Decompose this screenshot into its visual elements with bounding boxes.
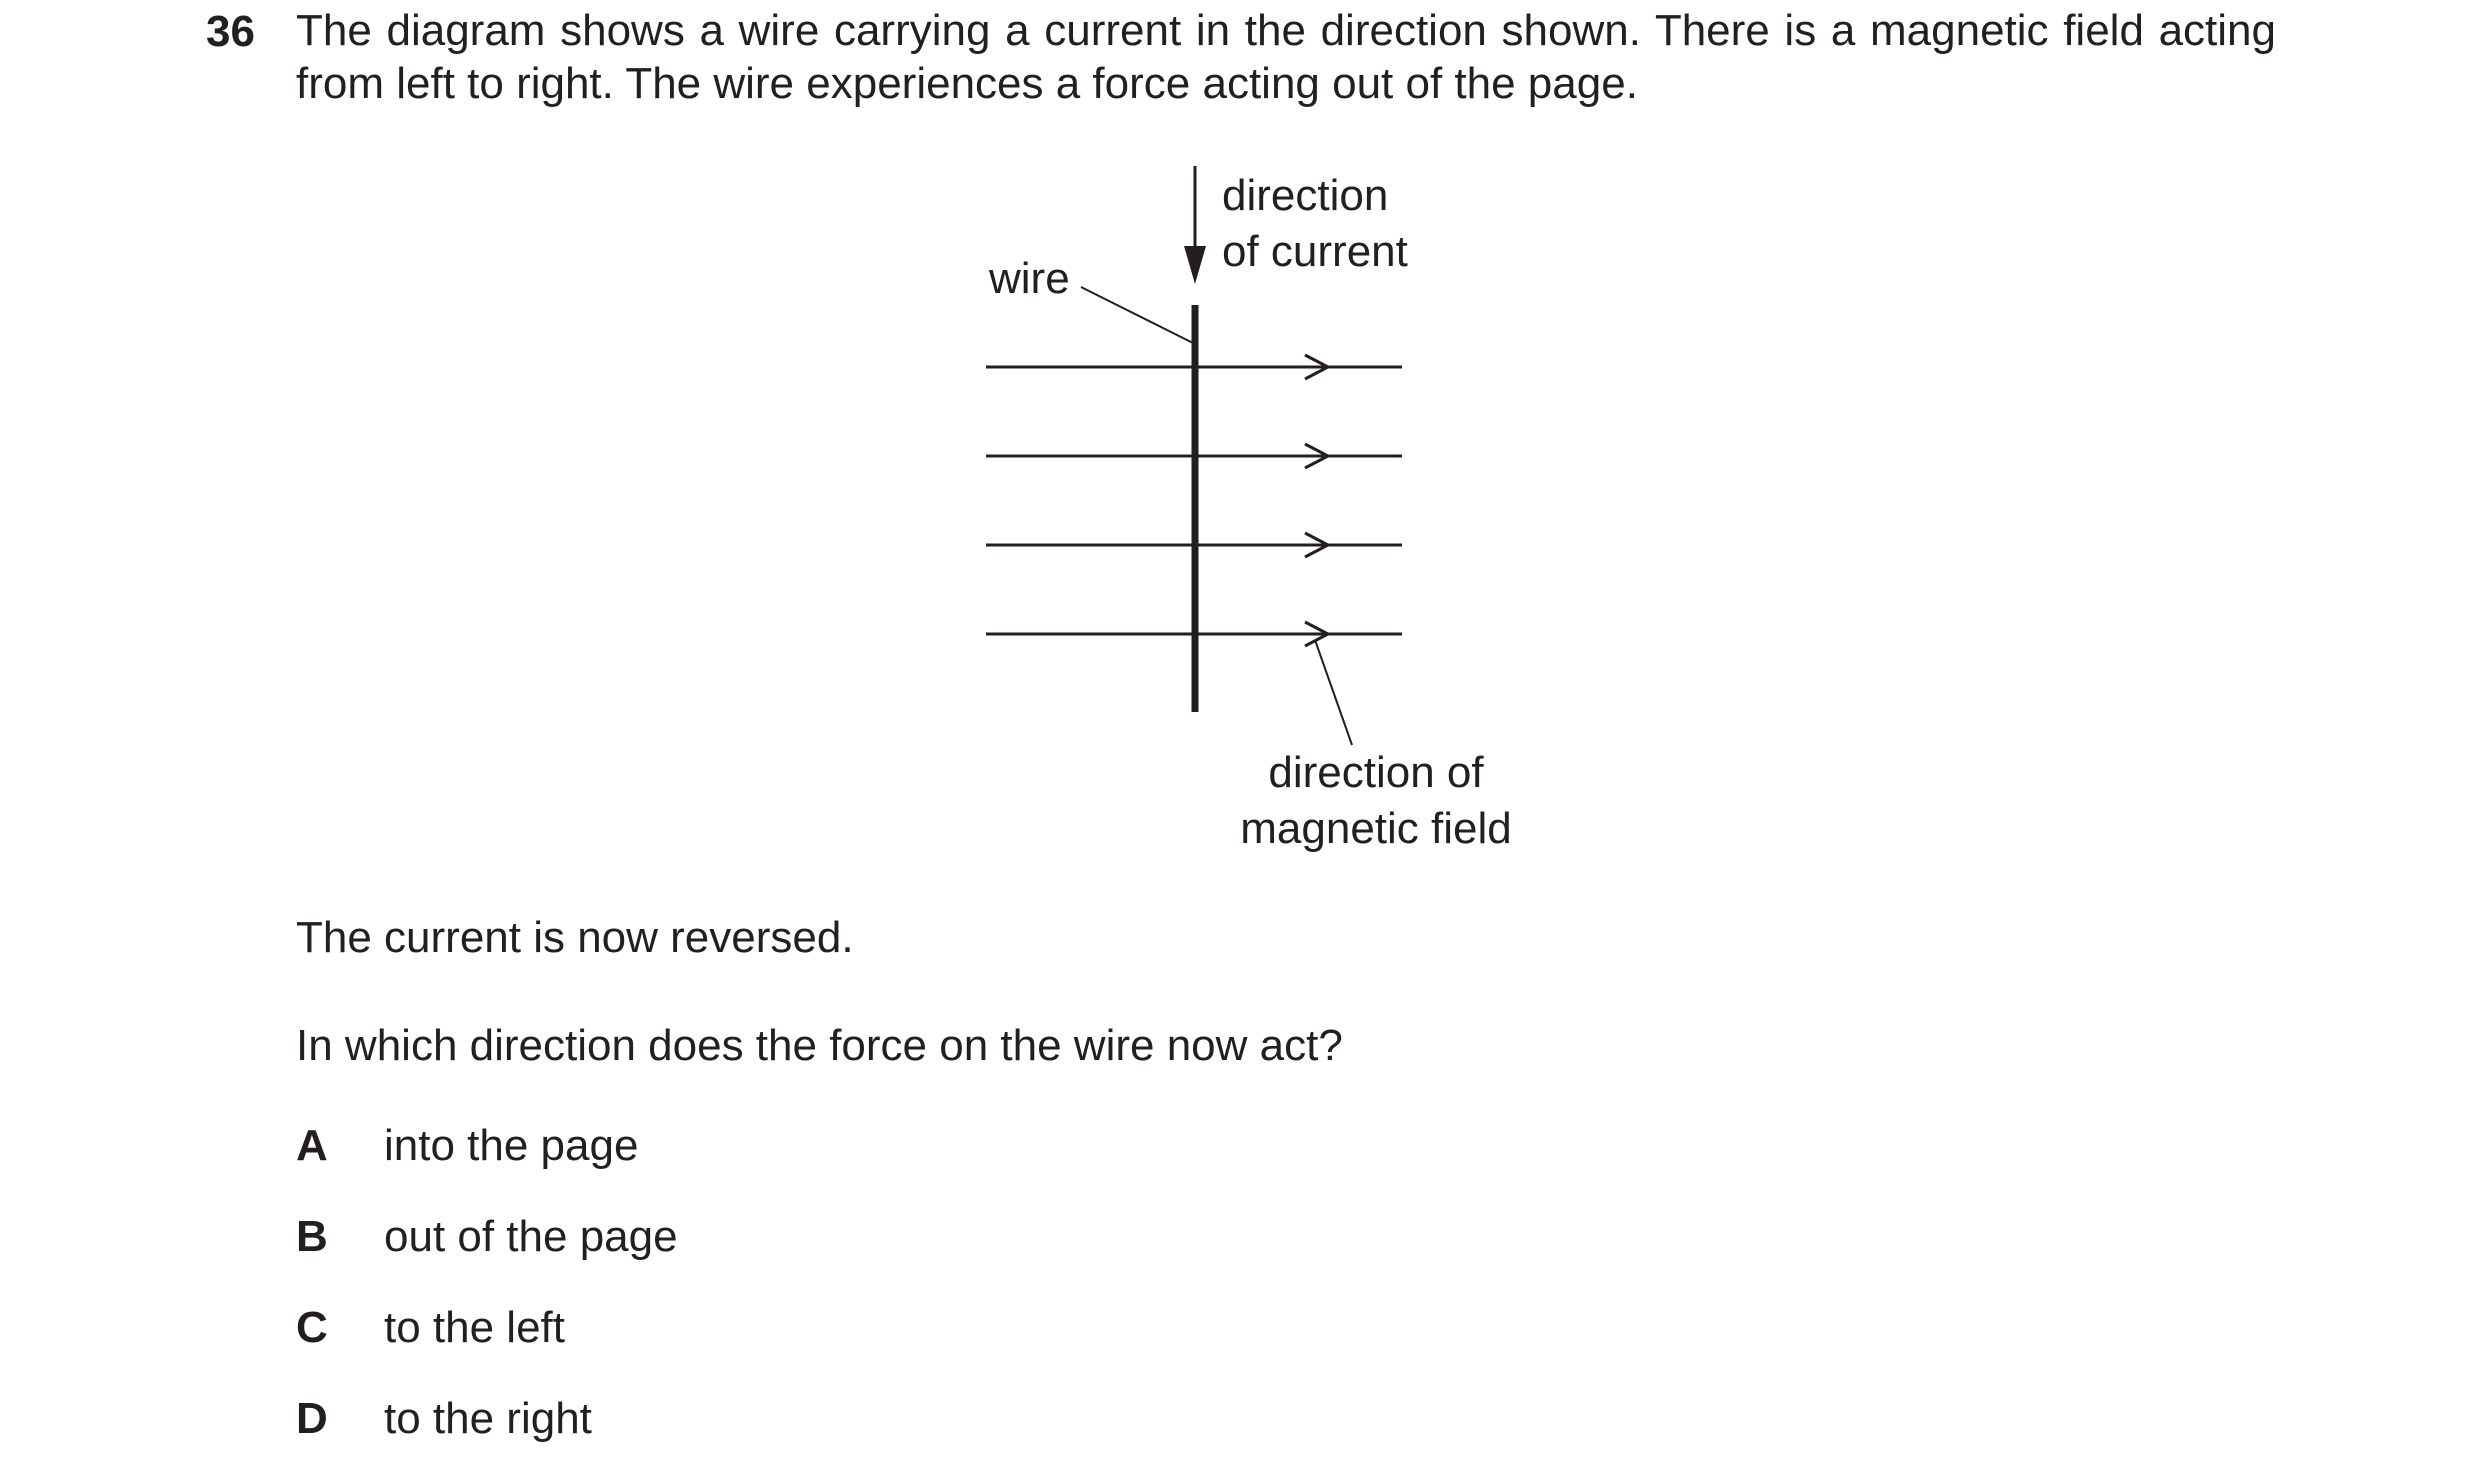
option-letter: D (296, 1394, 328, 1443)
option-text: to the left (384, 1303, 566, 1352)
statement-text: The current is now reversed. (296, 913, 854, 962)
option-text: to the right (384, 1394, 592, 1443)
field-label-line2: magnetic field (1240, 804, 1512, 853)
current-label-line2: of current (1222, 227, 1408, 276)
question-number: 36 (206, 7, 255, 56)
wire-leader-line (1081, 287, 1195, 344)
current-arrowhead (1184, 246, 1206, 284)
question-stem: The diagram shows a wire carrying a current in the direction shown. There is a magnetic field acting from left to right. The wire experiences a force acting out of the page. (296, 6, 2276, 108)
option-letter: B (296, 1212, 328, 1261)
field-leader-line (1315, 640, 1352, 745)
wire-label: wire (989, 254, 1070, 303)
field-arrowheads (1305, 355, 1328, 646)
option-text: out of the page (384, 1212, 678, 1261)
option-letter: A (296, 1121, 328, 1170)
prompt-text: In which direction does the force on the wire now act? (296, 1021, 1343, 1070)
current-label-line1: direction (1222, 171, 1389, 220)
field-label-line1: direction of (1268, 748, 1484, 797)
option-letter: C (296, 1303, 328, 1352)
option-text: into the page (384, 1121, 639, 1170)
